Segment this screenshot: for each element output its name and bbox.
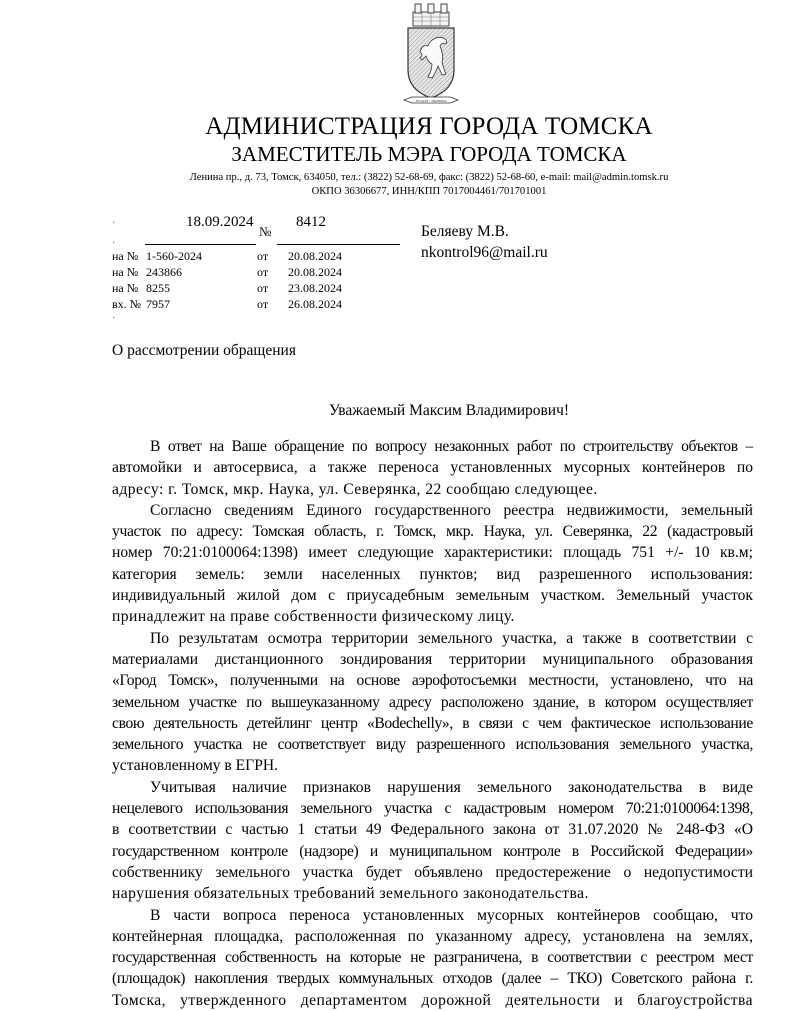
reference-prefix: вх. № xyxy=(112,297,142,311)
body-line: категория земель: земли населенных пунктов; вид разрешенного использования: xyxy=(112,565,753,583)
reference-row xyxy=(112,249,138,264)
body-line: Согласно сведениям Единого государственного реестра недвижимости, земельный xyxy=(150,501,753,519)
reference-from-label: от xyxy=(257,281,269,295)
body-line: участок по адресу: Томская область, г. Томск, мкр. Наука, ул. Северянка, 22 (кадастровый xyxy=(112,523,753,541)
body-line: Томска, утвержденного департаментом дорожной деятельности и благоустройства xyxy=(112,991,753,1009)
body-line: материалами дистанционного зондирования территории муниципального образования xyxy=(112,650,753,668)
organization-subtitle: ЗАМЕСТИТЕЛЬ МЭРА ГОРОДА ТОМСКА xyxy=(231,142,627,166)
crown-icon xyxy=(413,4,449,26)
body-line: «Город Томск», полученными на основе аэрофотосъемки местности, установлено, что на xyxy=(112,672,753,690)
body-line: В части вопроса переноса установленных мусорных контейнеров сообщаю, что xyxy=(150,906,753,924)
margin-dot: · xyxy=(112,218,116,229)
body-line: (площадок) накопления твердых коммунальных отходов (далее – ТКО) Советского района г. xyxy=(112,970,753,988)
body-line: контейнерная площадка, расположенная по указанному адресу, установлена на землях, xyxy=(112,927,753,945)
motto-ribbon xyxy=(404,97,458,103)
body-line: установленному в ЕГРН. xyxy=(112,757,279,775)
reference-date: 20.08.2024 xyxy=(288,249,342,263)
reference-number: 243866 xyxy=(146,265,182,279)
body-line: государственном контроле (надзоре) и муниципальном контроле в Российской Федерации» xyxy=(112,842,753,860)
body-line: нецелевого использования земельного участка с кадастровым номером 70:21:0100064:1398, xyxy=(112,800,753,818)
reference-prefix: на № xyxy=(112,249,139,263)
reference-number: 8255 xyxy=(146,281,170,295)
organization-codes: ОКПО 36306677, ИНН/КПП 7017004461/701701001 xyxy=(311,186,547,197)
body-line: принадлежит на праве собственности физическому лицу. xyxy=(112,608,515,626)
body-line: в соответствии с частью 1 статьи 49 Федерального закона от 31.07.2020 № 248-ФЗ «О xyxy=(112,821,753,839)
margin-dot: · xyxy=(112,238,116,249)
coat-of-arms-emblem xyxy=(392,0,470,110)
letter-subject: О рассмотрении обращения xyxy=(112,342,296,359)
body-line: собственнику земельного участка будет объявлено предостережение о недопустимости xyxy=(112,863,753,881)
body-line: государственная собственность на которые не разграничена, в соответствии с реестром мест xyxy=(112,949,753,967)
number-underline xyxy=(277,244,400,245)
outgoing-number: 8412 xyxy=(296,214,326,230)
margin-dot: · xyxy=(112,313,116,324)
reference-date: 20.08.2024 xyxy=(288,265,342,279)
reference-number: 7957 xyxy=(146,297,170,311)
reference-from-label: от xyxy=(257,265,269,279)
reference-prefix: на № xyxy=(112,281,139,295)
reference-number: 1-560-2024 xyxy=(146,249,202,263)
reference-row xyxy=(112,297,141,312)
organization-address: Ленина пр., д. 73, Томск, 634050, тел.: (3822) 52-68-69, факс: (3822) 52-68-60, e-mail: mail@admin.tomsk.ru xyxy=(189,172,669,183)
number-sign: № xyxy=(259,224,272,239)
body-line: свою деятельность детейлинг центр «Bodechelly», в связи с чем фактическое использование xyxy=(112,714,753,732)
body-line: адресу: г. Томск, мкр. Наука, ул. Северянка, 22 сообщаю следующее. xyxy=(112,480,598,498)
recipient-email[interactable]: nkontrol96@mail.ru xyxy=(421,244,548,261)
reference-from-label: от xyxy=(257,297,269,311)
body-line: автомойки и автосервиса, а также переноса установленных мусорных контейнеров по xyxy=(112,459,753,477)
body-line: нарушения обязательных требований земельного законодательства. xyxy=(112,885,589,903)
body-line: номер 70:21:0100064:1398) имеет следующие характеристики: площадь 751 +/- 10 кв.м; xyxy=(112,544,753,562)
reference-from-label: от xyxy=(257,249,269,263)
body-line: земельного участка не соответствует виду разрешенного использования земельного участка, xyxy=(112,736,753,754)
date-underline xyxy=(145,244,256,245)
organization-title: АДМИНИСТРАЦИЯ ГОРОДА ТОМСКА xyxy=(205,113,653,140)
reference-date: 23.08.2024 xyxy=(288,281,342,295)
reference-row xyxy=(112,265,138,280)
reference-row xyxy=(112,281,138,296)
reference-date: 26.08.2024 xyxy=(288,297,342,311)
body-line: земельном участке по вышеуказанному адресу расположено здание, в котором осуществляет xyxy=(112,693,753,711)
body-line: индивидуальный жилой дом с приусадебным земельным участком. Земельный участок xyxy=(112,587,753,605)
motto-text: ТРУДОМ • ЗНАНИЕМ xyxy=(415,99,447,103)
body-line: В ответ на Ваше обращение по вопросу незаконных работ по строительству объектов – xyxy=(150,438,753,455)
salutation: Уважаемый Максим Владимирович! xyxy=(329,402,570,419)
body-line: По результатам осмотра территории земельного участка, а также в соответствии с xyxy=(150,629,753,647)
recipient-name: Беляеву М.В. xyxy=(421,223,509,240)
outgoing-date: 18.09.2024 xyxy=(186,214,254,230)
body-line: Учитывая наличие признаков нарушения земельного законодательства в виде xyxy=(150,778,753,796)
reference-prefix: на № xyxy=(112,265,139,279)
letter-body xyxy=(112,436,753,1011)
